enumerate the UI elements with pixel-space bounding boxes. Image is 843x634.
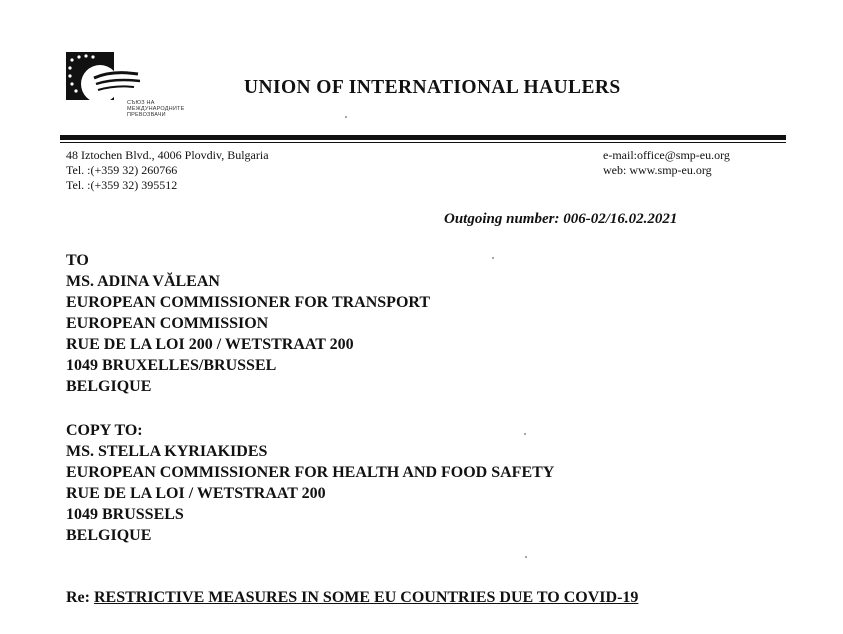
recipient-block <box>66 250 430 397</box>
outgoing-number: Outgoing number: 006-02/16.02.2021 <box>444 211 678 227</box>
recipient-line: BELGIQUE <box>66 378 152 395</box>
recipient-label: TO <box>66 252 89 269</box>
subject-prefix: Re: <box>66 589 90 606</box>
copy-to-line: EUROPEAN COMMISSIONER FOR HEALTH AND FOOD SAFETY <box>66 464 555 481</box>
email-line: e-mail:office@smp-eu.org <box>603 148 730 162</box>
logo-subtitle-line: МЕЖДУНАРОДНИТЕ <box>127 106 185 112</box>
scan-speck <box>524 433 526 435</box>
logo-subtitle-line: СЪЮЗ НА <box>127 100 155 106</box>
subject-line <box>66 589 638 607</box>
recipient-line: 1049 BRUXELLES/BRUSSEL <box>66 357 277 374</box>
logo-emblem-icon <box>64 50 194 130</box>
subject-text: RESTRICTIVE MEASURES IN SOME EU COUNTRIES DUE TO COVID-19 <box>93 589 639 606</box>
web-line: web: www.smp-eu.org <box>603 163 712 177</box>
copy-to-block <box>66 420 554 546</box>
organization-title: UNION OF INTERNATIONAL HAULERS <box>244 77 621 98</box>
recipient-line: RUE DE LA LOI 200 / WETSTRAAT 200 <box>66 336 354 353</box>
copy-to-line: RUE DE LA LOI / WETSTRAAT 200 <box>66 485 326 502</box>
copy-to-line: 1049 BRUSSELS <box>66 506 184 523</box>
online-contact <box>603 148 730 178</box>
phone-line: Tel. :(+359 32) 260766 <box>66 163 178 177</box>
header-divider-thin <box>60 142 786 143</box>
scan-speck <box>345 116 347 118</box>
postal-contact <box>66 148 269 193</box>
scan-speck <box>492 257 494 259</box>
copy-to-label: COPY TO: <box>66 422 143 439</box>
recipient-line: MS. ADINA VĂLEAN <box>66 273 220 290</box>
copy-to-line: MS. STELLA KYRIAKIDES <box>66 443 268 460</box>
address-line: 48 Iztochen Blvd., 4006 Plovdiv, Bulgaria <box>66 148 269 162</box>
copy-to-line: BELGIQUE <box>66 527 152 544</box>
recipient-line: EUROPEAN COMMISSION <box>66 315 269 332</box>
recipient-line: EUROPEAN COMMISSIONER FOR TRANSPORT <box>66 294 431 311</box>
union-logo <box>64 50 194 130</box>
phone-line: Tel. :(+359 32) 395512 <box>66 178 178 192</box>
header-divider-thick <box>60 135 786 140</box>
logo-subtitle-line: ПРЕВОЗВАЧИ <box>127 112 166 118</box>
scan-speck <box>525 556 527 558</box>
logo-subtitle <box>127 100 184 118</box>
